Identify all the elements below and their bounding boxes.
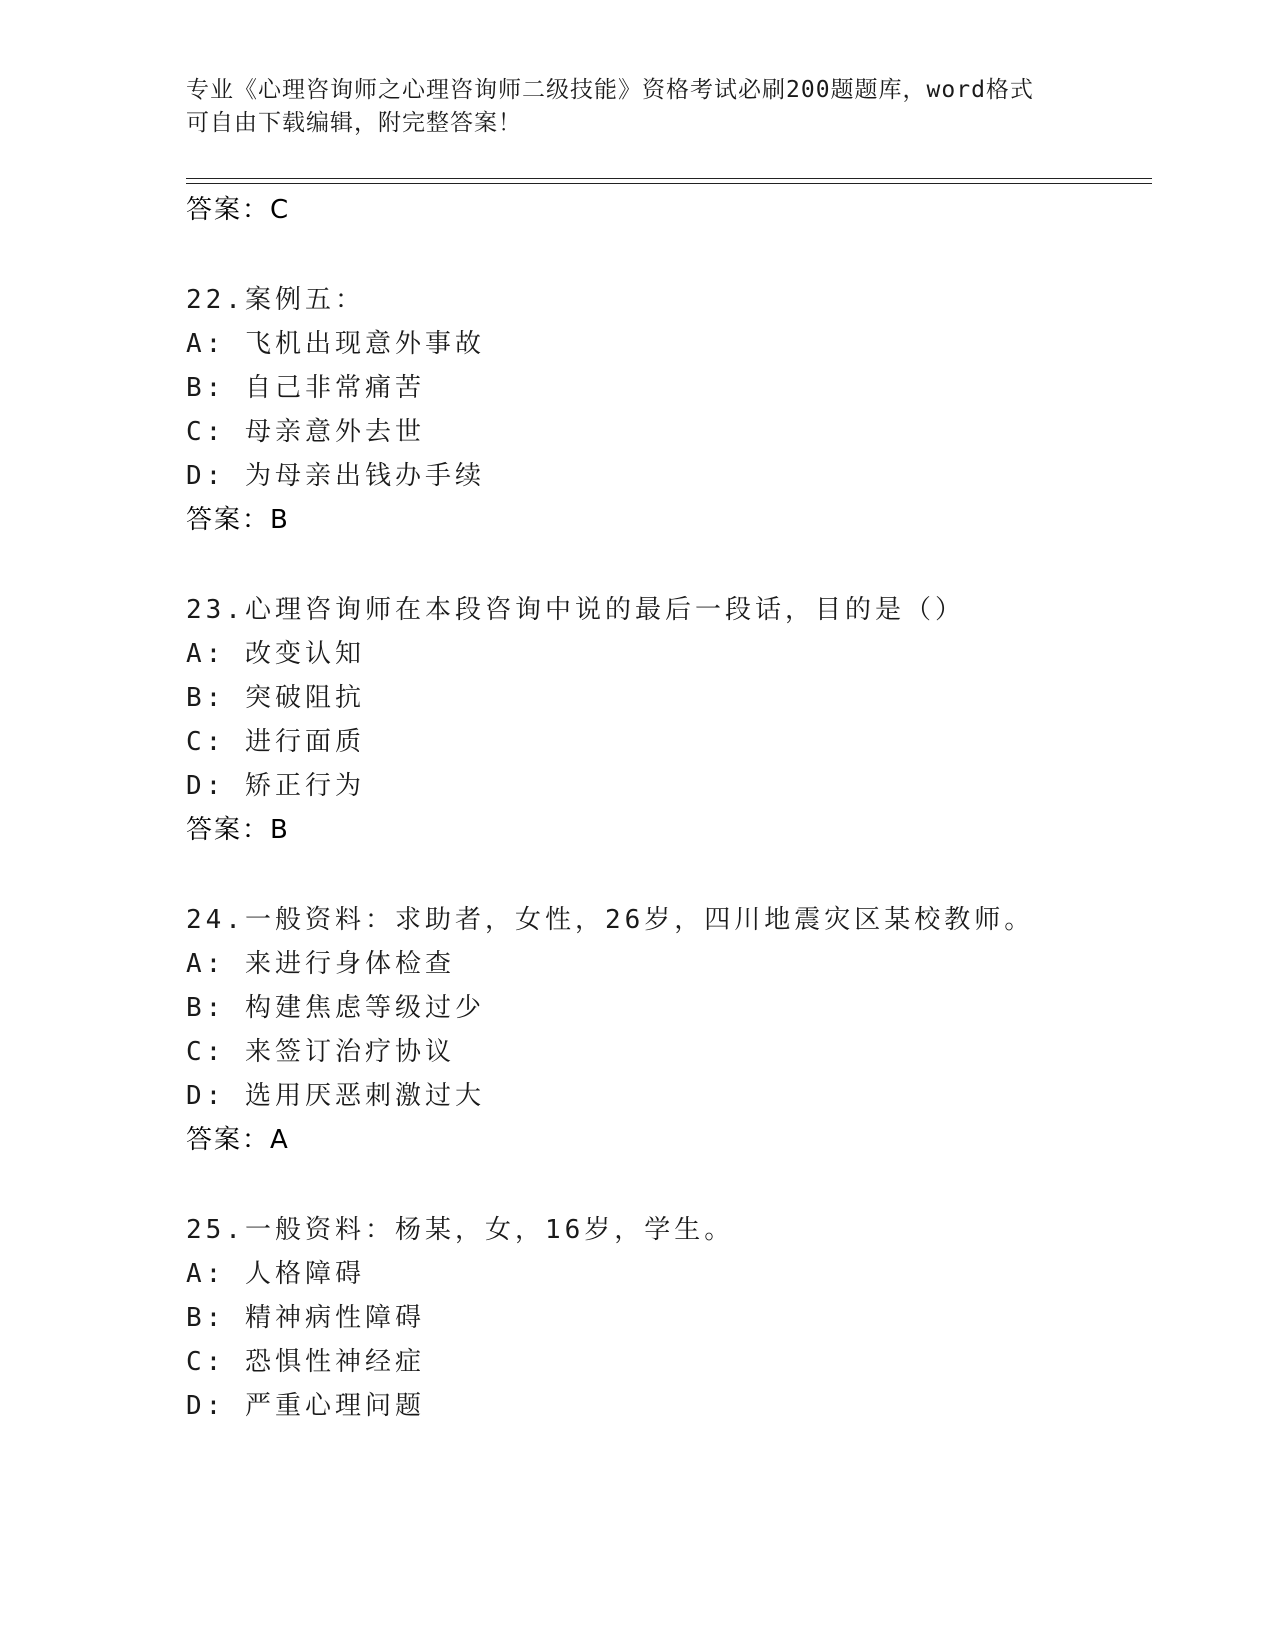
answer-line: 答案：C bbox=[186, 195, 291, 225]
header-divider-top bbox=[186, 178, 1152, 179]
option-d: D: 矫正行为 bbox=[186, 771, 365, 801]
option-a: A: 改变认知 bbox=[186, 639, 365, 669]
option-c: C: 恐惧性神经症 bbox=[186, 1347, 425, 1377]
option-d: D: 为母亲出钱办手续 bbox=[186, 461, 485, 491]
option-c: C: 进行面质 bbox=[186, 727, 365, 757]
option-c: C: 来签订治疗协议 bbox=[186, 1037, 455, 1067]
answer-line: 答案：A bbox=[186, 1125, 290, 1155]
option-c: C: 母亲意外去世 bbox=[186, 417, 425, 447]
question-stem: 25.一般资料：杨某，女，16岁，学生。 bbox=[186, 1215, 735, 1245]
option-a: A: 飞机出现意外事故 bbox=[186, 329, 485, 359]
answer-line: 答案：B bbox=[186, 505, 290, 535]
question-stem: 23.心理咨询师在本段咨询中说的最后一段话，目的是（） bbox=[186, 595, 965, 625]
option-a: A: 人格障碍 bbox=[186, 1259, 365, 1289]
header-line-1: 专业《心理咨询师之心理咨询师二级技能》资格考试必刷200题题库，word格式 bbox=[186, 77, 1034, 103]
option-d: D: 严重心理问题 bbox=[186, 1391, 425, 1421]
option-a: A: 来进行身体检查 bbox=[186, 949, 455, 979]
question-stem: 24.一般资料：求助者，女性，26岁，四川地震灾区某校教师。 bbox=[186, 905, 1035, 935]
header-divider-bottom bbox=[186, 183, 1152, 184]
option-b: B: 精神病性障碍 bbox=[186, 1303, 425, 1333]
header-line-2: 可自由下载编辑，附完整答案！ bbox=[186, 110, 522, 136]
option-b: B: 构建焦虑等级过少 bbox=[186, 993, 485, 1023]
answer-line: 答案：B bbox=[186, 815, 290, 845]
option-b: B: 突破阻抗 bbox=[186, 683, 365, 713]
option-d: D: 选用厌恶刺激过大 bbox=[186, 1081, 485, 1111]
option-b: B: 自己非常痛苦 bbox=[186, 373, 425, 403]
document-header bbox=[186, 74, 1086, 140]
question-stem: 22.案例五： bbox=[186, 285, 365, 315]
